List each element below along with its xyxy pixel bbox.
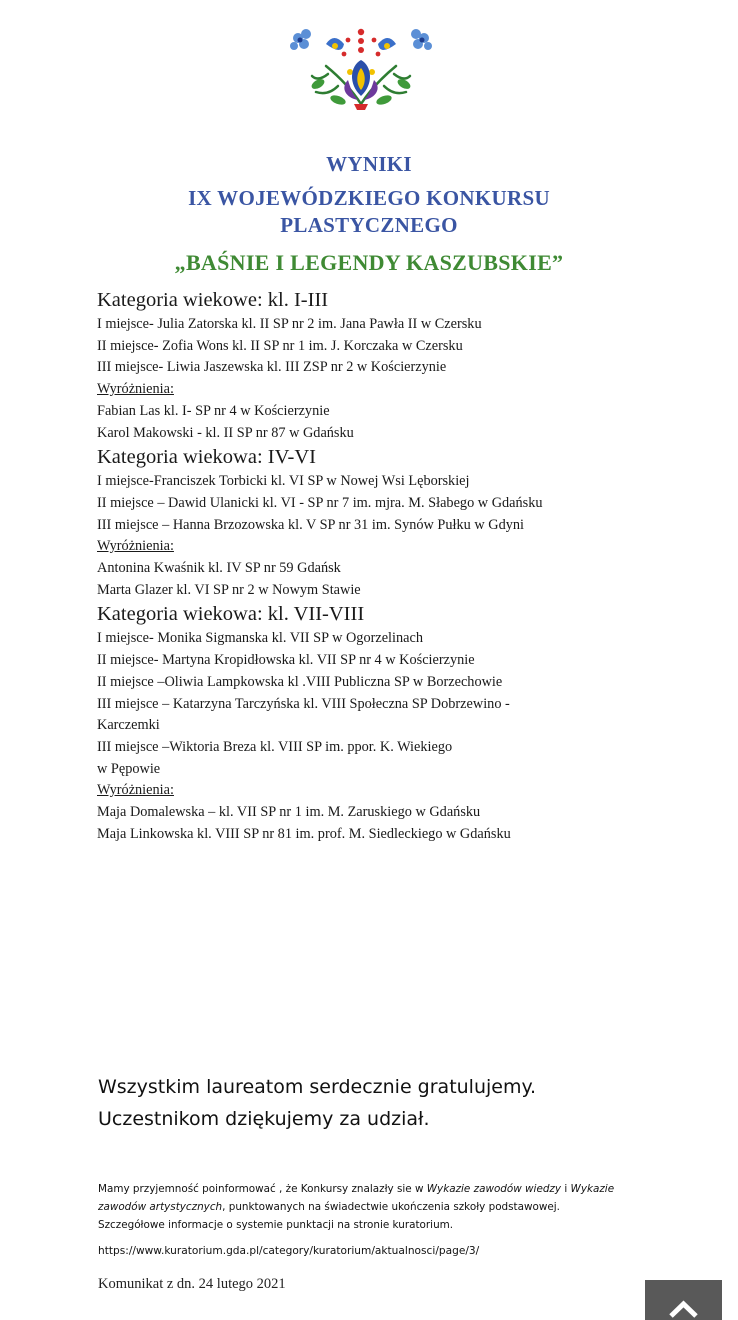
congratulations-text: Wszystkim laureatom serdecznie gratulujemy. [98,1076,537,1098]
info-note [98,1180,658,1234]
result-entry: I miejsce-Franciszek Torbicki kl. VI SP w Nowej Wsi Lęborskiej [97,473,470,490]
honorable-mentions-label: Wyróżnienia: [97,381,174,398]
result-entry: III miejsce- Liwia Jaszewska kl. III ZSP nr 2 w Kościerzynie [97,359,447,376]
result-entry: w Pępowie [97,760,161,777]
result-entry: I miejsce- Julia Zatorska kl. II SP nr 2 im. Jana Pawła II w Czersku [97,316,482,332]
results-heading: WYNIKI [326,152,412,176]
result-entry: I miejsce- Monika Sigmanska kl. VII SP w Ogorzelinach [97,630,423,647]
result-entry: Fabian Las kl. I- SP nr 4 w Kościerzynie [97,402,330,419]
kashubian-folk-flower-icon [288,24,434,114]
kuratorium-link[interactable]: https://www.kuratorium.gda.pl/category/kuratorium/aktualnosci/page/3/ [98,1245,480,1257]
category-heading: Kategoria wiekowa: kl. VII-VIII [97,603,365,626]
result-entry: Maja Linkowska kl. VIII SP nr 81 im. prof. M. Siedleckiego w Gdańsku [97,825,511,842]
result-entry: Marta Glazer kl. VI SP nr 2 w Nowym Stawie [97,581,361,598]
result-entry: Karol Makowski - kl. II SP nr 87 w Gdańsku [97,424,354,441]
thanks-text: Uczestnikom dziękujemy za udział. [98,1108,430,1130]
result-entry: Antonina Kwaśnik kl. IV SP nr 59 Gdańsk [97,560,341,577]
category-heading: Kategoria wiekowe: kl. I-III [97,289,329,311]
contest-title-line1: IX WOJEWÓDZKIEGO KONKURSU [188,186,550,210]
honorable-mentions-label: Wyróżnienia: [97,538,174,555]
result-entry: III miejsce – Hanna Brzozowska kl. V SP nr 31 im. Synów Pułku w Gdyni [97,516,525,533]
note-italic-knowledge: Wykazie zawodów wiedzy [426,1183,562,1195]
communique-date: Komunikat z dn. 24 lutego 2021 [98,1276,286,1292]
contest-theme-title: „BAŚNIE I LEGENDY KASZUBSKIE” [174,250,564,275]
note-italic-artistic: Wykazie zawodów artystycznych [98,1183,615,1213]
scroll-top-button[interactable] [645,1280,722,1320]
result-entry: III miejsce –Wiktoria Breza kl. VIII SP im. ppor. K. Wiekiego [97,738,453,755]
result-entry: II miejsce –Oliwia Lampkowska kl .VIII Publiczna SP w Borzechowie [97,673,503,690]
note-text: Szczegółowe informacje o systemie punktacji na stronie kuratorium. [98,1219,454,1231]
result-entry: Karczemki [97,717,160,734]
contest-title-line2: PLASTYCZNEGO [280,213,458,237]
result-entry: III miejsce – Katarzyna Tarczyńska kl. VIII Społeczna SP Dobrzewino - [97,695,510,712]
category-heading: Kategoria wiekowa: IV-VI [97,446,316,469]
results-list [97,287,717,845]
chevron-up-icon [645,1280,722,1320]
result-entry: Maja Domalewska – kl. VII SP nr 1 im. M. Zaruskiego w Gdańsku [97,804,481,821]
honorable-mentions-label: Wyróżnienia: [97,782,174,799]
result-entry: II miejsce- Zofia Wons kl. II SP nr 1 im. J. Korczaka w Czersku [97,337,463,354]
note-text: Mamy przyjemność poinformować , że Konkursy znalazły sie w [98,1183,427,1195]
note-text: i [561,1183,571,1195]
result-entry: II miejsce – Dawid Ulanicki kl. VI - SP nr 7 im. mjra. M. Słabego w Gdańsku [97,494,543,511]
note-text: , punktowanych na świadectwie ukończenia szkoły podstawowej. [222,1201,560,1213]
result-entry: II miejsce- Martyna Kropidłowska kl. VII SP nr 4 w Kościerzynie [97,652,475,669]
